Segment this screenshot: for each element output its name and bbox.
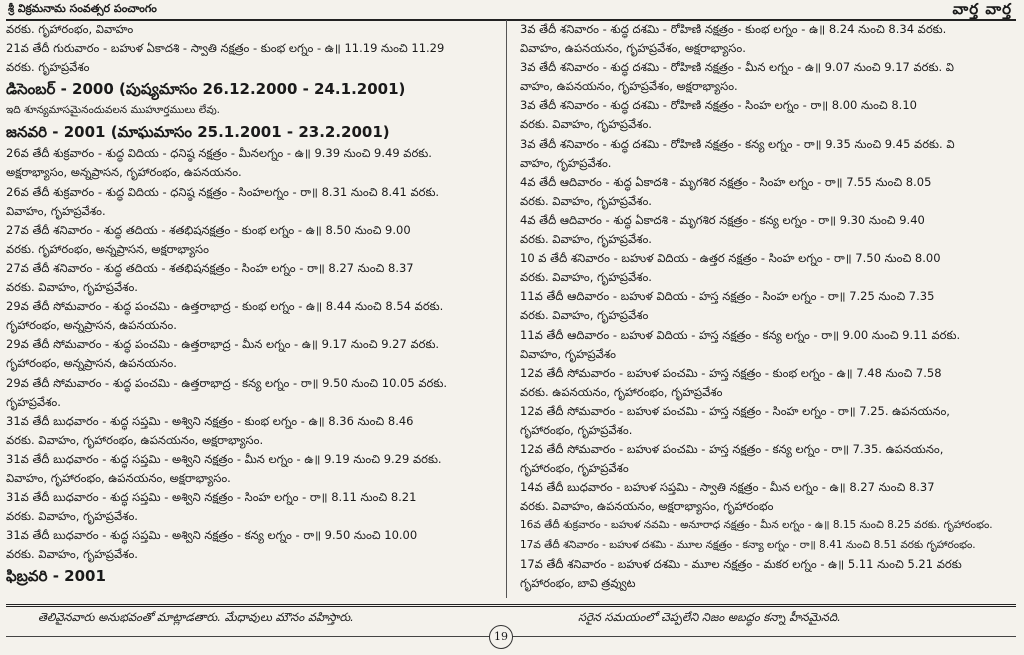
text-line: వాహం, గృహప్రవేశం.	[520, 155, 612, 170]
text-line: వరకు. వివాహం, గృహప్రవేశం.	[520, 232, 652, 247]
text-line: 31వ తేదీ బుధవారం - శుద్ధ సప్తమి - అశ్విని నక్షత్రం - కన్య లగ్నం - రా॥ 9.50 నుంచి 10.00	[6, 528, 418, 543]
text-line: 29వ తేదీ సోమవారం - శుద్ధ పంచమి - ఉత్తరాభాద్ర - మీన లగ్నం - ఉ॥ 9.17 నుంచి 9.27 వరకు.	[6, 337, 440, 352]
text-line: గృహారంభం, బావి త్రవ్వుట	[520, 575, 636, 590]
text-line: 29వ తేదీ సోమవారం - శుద్ధ పంచమి - ఉత్తరాభాద్ర - కన్య లగ్నం - రా॥ 9.50 నుంచి 10.05 వరకు.	[6, 375, 447, 390]
text-line: 12వ తేదీ సోమవారం - బహుళ పంచమి - హస్త నక్షత్రం - కుంభ లగ్నం - ఉ॥ 7.48 నుంచి 7.58	[520, 365, 942, 380]
left-column	[6, 20, 492, 588]
text-line: వరకు. గృహప్రవేశం	[6, 60, 90, 75]
text-line: 12వ తేదీ సోమవారం - బహుళ పంచమి - హస్త నక్షత్రం - సింహ లగ్నం - రా॥ 7.25. ఉపనయనం,	[520, 403, 950, 418]
text-line: వరకు. ఉపనయనం, గృహారంభం, గృహప్రవేశం	[520, 384, 723, 399]
text-line: 31వ తేదీ బుధవారం - శుద్ధ సప్తమి - అశ్విని నక్షత్రం - సింహ లగ్నం - రా॥ 8.11 నుంచి 8.21	[6, 490, 417, 505]
text-line: గృహారంభం, అన్నప్రాసన, ఉపనయనం.	[6, 318, 177, 333]
text-line: 31వ తేదీ బుధవారం - శుద్ధ సప్తమి - అశ్విని నక్షత్రం - కుంభ లగ్నం - ఉ॥ 8.36 నుంచి 8.46	[6, 413, 414, 428]
text-line: వివాహం, గృహప్రవేశం	[520, 346, 616, 361]
header-left-title: శ్రీ విక్రమనామ సంవత్సర పంచాంగం	[8, 2, 157, 15]
text-line: 11వ తేదీ ఆదివారం - బహుళ విదియ - హస్త నక్షత్రం - సింహ లగ్నం - రా॥ 7.25 నుంచి 7.35	[520, 289, 935, 304]
text-line: వరకు. వివాహం, గృహప్రవేశం.	[520, 193, 652, 208]
text-line: 27వ తేదీ శనివారం - శుద్ధ తదియ - శతభిషనక్షత్రం - కుంభ లగ్నం - ఉ॥ 8.50 నుంచి 9.00	[6, 222, 411, 237]
text-line: వివాహం, ఉపనయనం, గృహప్రవేశం, అక్షరాభ్యాసం.	[520, 41, 746, 56]
text-line: వాహం, ఉపనయనం, గృహప్రవేశం, అక్షరాభ్యాసం.	[520, 79, 738, 94]
text-line: వివాహం, గృహప్రవేశం.	[6, 203, 106, 218]
text-line: గృహారంభం, గృహప్రవేశం	[520, 461, 629, 476]
text-line: వరకు. వివాహం, ఉపనయనం, అక్షరాభ్యాసం, గృహారంభం	[520, 499, 774, 514]
text-line: వరకు. గృహారంభం, అన్నప్రాసన, అక్షరాభ్యాసం	[6, 241, 209, 256]
text-line: 3వ తేదీ శనివారం - శుద్ధ దశమి - రోహిణి నక్షత్రం - కుంభ లగ్నం - ఉ॥ 8.24 నుంచి 8.34 వరకు.	[520, 22, 947, 36]
section-heading: జనవరి - 2001 (మాఘమాసం 25.1.2001 - 23.2.2001)	[6, 123, 390, 142]
text-line: 29వ తేదీ సోమవారం - శుద్ధ పంచమి - ఉత్తరాభాద్ర - కుంభ లగ్నం - ఉ॥ 8.44 నుంచి 8.54 వరకు.	[6, 299, 444, 314]
text-line: 17వ తేదీ శనివారం - బహుళ దశమి - మూల నక్షత్రం - కన్యా లగ్నం - రా॥ 8.41 నుంచి 8.51 వరకు గృహారంభం.	[520, 538, 976, 551]
text-line: గృహప్రవేశం.	[6, 394, 61, 409]
text-line: 31వ తేదీ బుధవారం - శుద్ధ సప్తమి - అశ్విని నక్షత్రం - మీన లగ్నం - ఉ॥ 9.19 నుంచి 9.29 వరకు.	[6, 451, 442, 466]
text-line: అక్షరాభ్యాసం, అన్నప్రాసన, గృహారంభం, ఉపనయనం.	[6, 165, 242, 180]
text-line: వరకు. గృహారంభం, వివాహం	[6, 22, 134, 36]
text-line: వరకు. వివాహం, గృహప్రవేశం.	[520, 270, 652, 285]
text-line: వివాహం, గృహారంభం, ఉపనయనం, అక్షరాభ్యాసం.	[6, 470, 231, 485]
text-line: వరకు. వివాహం, గృహప్రవేశం.	[520, 117, 652, 132]
text-line: గృహారంభం, అన్నప్రాసన, ఉపనయనం.	[6, 356, 177, 371]
text-line: 4వ తేదీ ఆదివారం - శుద్ధ ఏకాదశి - మృగశిర నక్షత్రం - కన్య లగ్నం - రా॥ 9.30 నుంచి 9.40	[520, 212, 925, 227]
text-line: 14వ తేదీ బుధవారం - బహుళ సప్తమి - స్వాతి నక్షత్రం - మీన లగ్నం - ఉ॥ 8.27 నుంచి 8.37	[520, 480, 935, 495]
page-number: 19	[489, 625, 513, 649]
text-line: వరకు. వివాహం, గృహప్రవేశం.	[6, 547, 138, 562]
text-line: వరకు. వివాహం, గృహప్రవేశం.	[6, 509, 138, 524]
footer-rule	[6, 606, 1016, 607]
footer-quote-left: తెలివైనవారు అనుభవంతో మాట్లాడతారు. మేధావులు మౌనం వహిస్తారు.	[38, 610, 354, 624]
text-line: 10 వ తేదీ శనివారం - బహుళ విదియ - ఉత్తర నక్షత్రం - సింహ లగ్నం - రా॥ 7.50 నుంచి 8.00	[520, 251, 941, 266]
text-line: 12వ తేదీ సోమవారం - బహుళ పంచమి - హస్త నక్షత్రం - కన్య లగ్నం - రా॥ 7.35. ఉపనయనం,	[520, 442, 944, 457]
text-line: 3వ తేదీ శనివారం - శుద్ధ దశమి - రోహిణి నక్షత్రం - మీన లగ్నం - ఉ॥ 9.07 నుంచి 9.17 వరకు. వి	[520, 60, 954, 75]
text-line: వరకు. వివాహం, గృహప్రవేశం.	[6, 280, 138, 295]
text-line: వరకు. వివాహం, గృహప్రవేశం	[520, 308, 649, 323]
footer-rule	[6, 604, 1016, 605]
text-line: 17వ తేదీ శనివారం - బహుళ దశమి - మూల నక్షత్రం - మకర లగ్నం - ఉ॥ 5.11 నుంచి 5.21 వరకు	[520, 556, 962, 571]
column-divider	[506, 20, 507, 598]
text-line: 26వ తేదీ శుక్రవారం - శుద్ధ విదియ - ధనిష్ఠ నక్షత్రం - సింహలగ్నం - రా॥ 8.31 నుంచి 8.41 వరకు.	[6, 184, 440, 199]
text-line: 3వ తేదీ శనివారం - శుద్ధ దశమి - రోహిణి నక్షత్రం - సింహ లగ్నం - రా॥ 8.00 నుంచి 8.10	[520, 98, 917, 113]
header-logo: వార్త వార్త	[952, 0, 1012, 18]
footer-quote-right: సరైన సమయంలో చెప్పలేని నిజం అబద్ధం కన్నా హీనమైనది.	[578, 610, 841, 624]
text-line: 4వ తేదీ ఆదివారం - శుద్ధ ఏకాదశి - మృగశిర నక్షత్రం - సింహ లగ్నం - రా॥ 7.55 నుంచి 8.05	[520, 174, 932, 189]
text-line: గృహారంభం, గృహప్రవేశం.	[520, 422, 633, 437]
section-heading: ఫిబ్రవరి - 2001	[6, 567, 106, 586]
text-line: 21వ తేదీ గురువారం - బహుళ ఏకాదశి - స్వాతి నక్షత్రం - కుంభ లగ్నం - ఉ॥ 11.19 నుంచి 11.29	[6, 41, 445, 56]
text-line: ఇది శూన్యమాసమైనందువలన ముహూర్తములు లేవు.	[6, 104, 221, 117]
text-line: వరకు. వివాహం, గృహారంభం, ఉపనయనం, అక్షరాభ్యాసం.	[6, 432, 264, 447]
text-line: 3వ తేదీ శనివారం - శుద్ధ దశమి - రోహిణి నక్షత్రం - కన్య లగ్నం - రా॥ 9.35 నుంచి 9.45 వరకు. వి	[520, 136, 955, 151]
text-line: 26వ తేదీ శుక్రవారం - శుద్ధ విదియ - ధనిష్ఠ నక్షత్రం - మీనలగ్నం - ఉ॥ 9.39 నుంచి 9.49 వరకు.	[6, 146, 432, 161]
text-line: 11వ తేదీ ఆదివారం - బహుళ విదియ - హస్త నక్షత్రం - కన్య లగ్నం - రా॥ 9.00 నుంచి 9.11 వరకు.	[520, 327, 961, 342]
text-line: 27వ తేదీ శనివారం - శుద్ధ తదియ - శతభిషనక్షత్రం - సింహ లగ్నం - రా॥ 8.27 నుంచి 8.37	[6, 260, 414, 275]
right-column	[520, 20, 1008, 593]
section-heading: డిసెంబర్ - 2000 (పుష్యమాసం 26.12.2000 - 24.1.2001)	[6, 80, 406, 99]
text-line: 16వ తేదీ శుక్రవారం - బహుళ నవమి - అనూరాధ నక్షత్రం - మీన లగ్నం - ఉ॥ 8.15 నుంచి 8.25 వరకు. గృహారంభం.	[520, 519, 993, 532]
